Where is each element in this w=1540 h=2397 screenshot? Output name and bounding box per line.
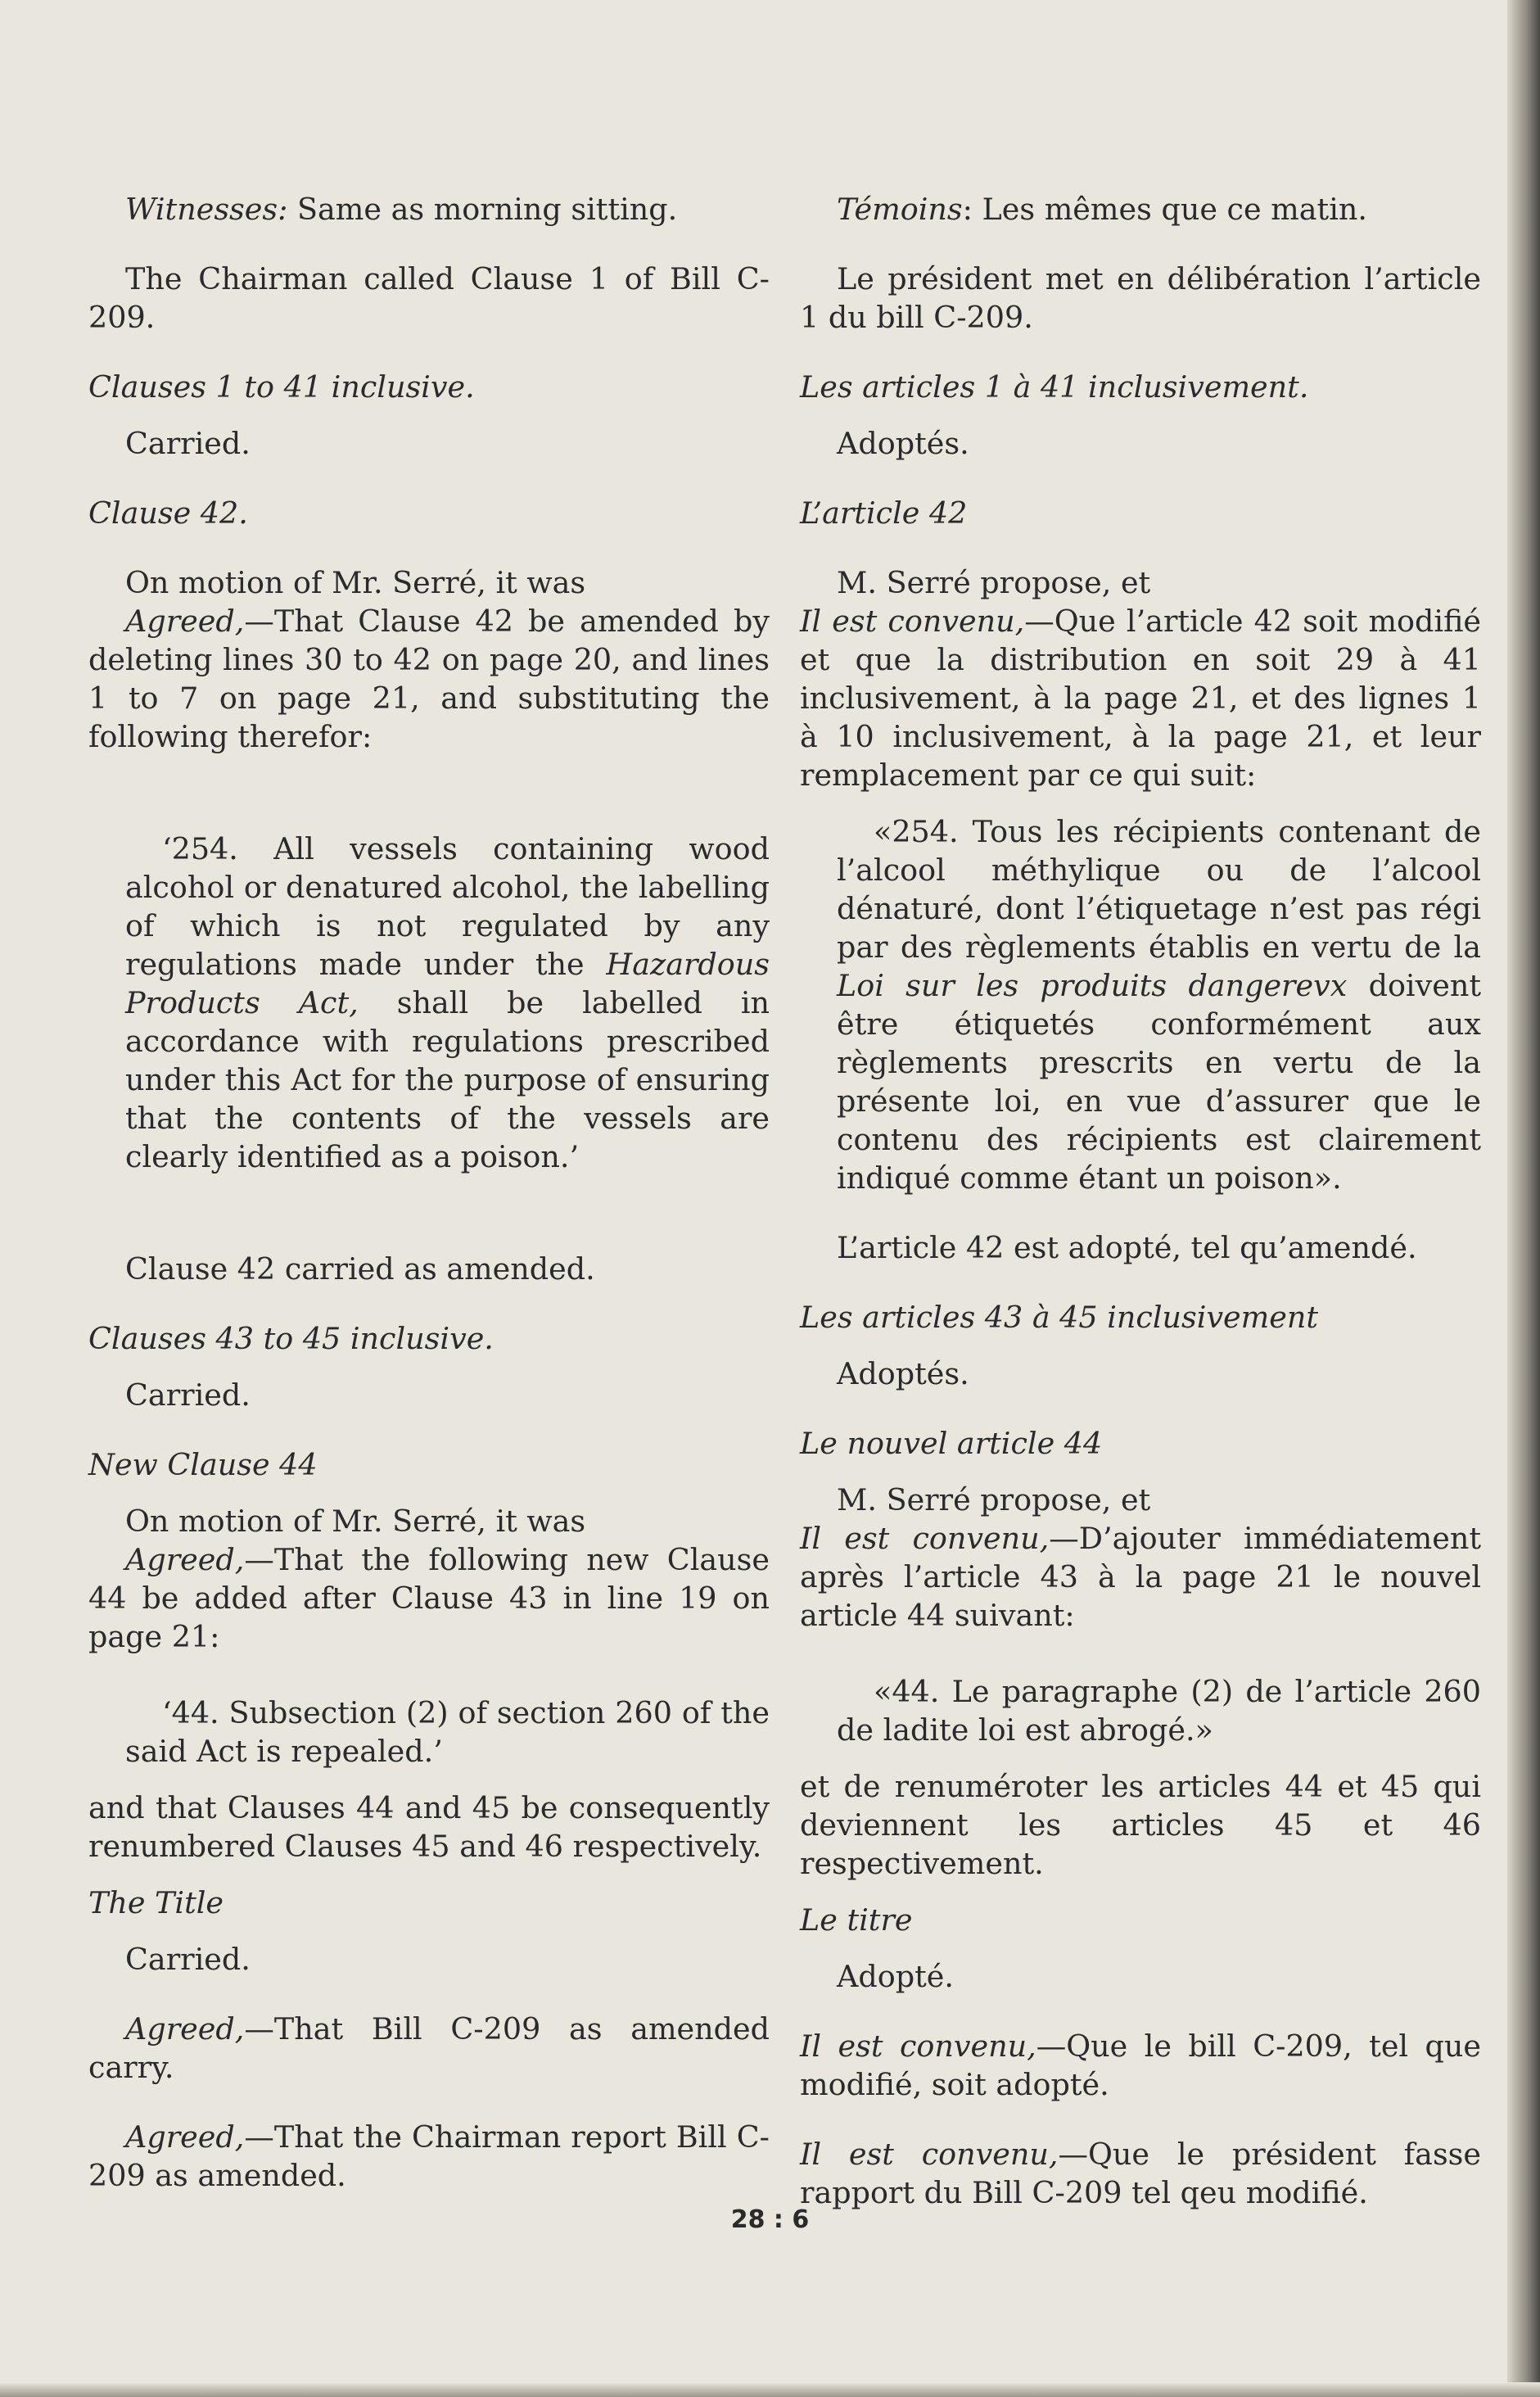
citation-44: «44. Le paragraphe (2) de l’article 260 de ladite loi est abrogé.» <box>837 1674 1481 1748</box>
propose-1: M. Serré propose, et <box>837 565 1151 600</box>
agreed-text-2: —That the following new Clause 44 be added after Clause 43 in line 19 on page 21: <box>88 1542 770 1654</box>
clause-42-carried: Clause 42 carried as amended. <box>125 1251 595 1287</box>
propose-2: M. Serré propose, et <box>837 1482 1151 1517</box>
agreed-text-4: —That the Chairman report Bill C-209 as amended. <box>88 2119 770 2193</box>
citation-254-loi-name: Loi sur les produits dangerevx <box>837 968 1348 1003</box>
agreed-label-2: Agreed, <box>125 1542 245 1577</box>
convenu-4 <box>800 2135 1481 2212</box>
agreed-label-4: Agreed, <box>125 2119 245 2155</box>
carried-1: Carried. <box>125 426 251 461</box>
agreed-text-3: —That Bill C-209 as amended carry. <box>88 2011 770 2085</box>
french-column <box>800 190 1481 2212</box>
carried-2: Carried. <box>125 1377 251 1413</box>
chairman-called: The Chairman called Clause 1 of Bill C-209. <box>88 261 770 335</box>
citation-254-part-b: doivent être étiquetés conformément aux règlements prescrits en vertu de la présente loi, en vue d’assurer que le contenu des récipients est clairement indiqué comme étant un poison». <box>837 968 1482 1196</box>
convenu-label-3: Il est convenu, <box>800 2028 1036 2064</box>
convenu-label-4: Il est convenu, <box>800 2137 1059 2172</box>
page-bottom-shadow <box>0 2382 1540 2397</box>
quote-254 <box>88 830 770 1176</box>
renumeroter-text: et de renuméroter les articles 44 et 45 qui deviennent les articles 45 et 46 respectivement. <box>800 1769 1481 1881</box>
quote-254-part-b: shall be labelled in accordance with regulations prescribed under this Act for the purpose of ensuring that the contents of the vessels are clearly identified as a poison.’ <box>125 985 770 1174</box>
page-edge-shadow <box>1507 0 1540 2397</box>
heading-clause-42: Clause 42. <box>88 495 248 531</box>
agreed-text-1: —That Clause 42 be amended by deleting lines 30 to 42 on page 20, and lines 1 to 7 on page 21, and substituting the following therefor: <box>88 604 770 754</box>
motion-2: On motion of Mr. Serré, it was <box>125 1504 586 1539</box>
motion-1: On motion of Mr. Serré, it was <box>125 565 586 600</box>
convenu-label-2: Il est convenu, <box>800 1521 1050 1556</box>
convenu-text-4: —Que le président fasse rapport du Bill C-209 tel qeu modifié. <box>800 2137 1482 2210</box>
heading-articles-43-45: Les articles 43 à 45 inclusivement <box>800 1300 1319 1335</box>
adopte-3: Adopté. <box>837 1959 954 1994</box>
agreed-4 <box>88 2118 770 2195</box>
citation-254 <box>800 812 1481 1197</box>
convenu-text-1: —Que l’article 42 soit modifié et que la distribution en soit 29 à 41 inclusivement, à la page 21, et des lignes 1 à 10 inclusivement, à la page 21, et leur remplacement par ce qui suit: <box>800 604 1482 793</box>
temoins-label: Témoins <box>837 192 963 227</box>
temoins-line <box>800 190 1481 228</box>
witnesses-line <box>88 190 770 228</box>
adoptes-1: Adoptés. <box>837 426 969 461</box>
agreed-3 <box>88 2010 770 2087</box>
heading-le-titre: Le titre <box>800 1902 913 1938</box>
heading-article-42: L’article 42 <box>800 495 968 531</box>
agreed-label-3: Agreed, <box>125 2011 245 2046</box>
english-column <box>88 190 770 2195</box>
convenu-1 <box>800 602 1481 794</box>
page-number: 28 : 6 <box>730 2205 810 2234</box>
renumber-text: and that Clauses 44 and 45 be consequently renumbered Clauses 45 and 46 respectively. <box>88 1790 770 1864</box>
witnesses-text: Same as morning sitting. <box>287 192 678 227</box>
article-42-adopte: L’article 42 est adopté, tel qu’amendé. <box>837 1230 1417 1265</box>
convenu-text-2: —D’ajouter immédiatement après l’article 43 à la page 21 le nouvel article 44 suivant: <box>800 1521 1481 1633</box>
president-met: Le président met en délibération l’article 1 du bill C-209. <box>800 261 1481 335</box>
adoptes-2: Adoptés. <box>837 1356 969 1391</box>
convenu-3 <box>800 2027 1481 2104</box>
witnesses-label: Witnesses: <box>125 192 288 227</box>
agreed-1 <box>88 602 770 756</box>
quote-254-act-name: Hazardous Products Act, <box>125 947 770 1020</box>
convenu-text-3: —Que le bill C-209, tel que modifié, soit adopté. <box>800 2028 1481 2102</box>
carried-3: Carried. <box>125 1942 251 1977</box>
heading-clauses-43-45: Clauses 43 to 45 inclusive. <box>88 1321 494 1356</box>
convenu-label-1: Il est convenu, <box>800 604 1025 639</box>
convenu-2 <box>800 1519 1481 1635</box>
heading-clauses-1-41: Clauses 1 to 41 inclusive. <box>88 369 475 405</box>
quote-254-part-a: ‘254. All vessels containing wood alcohol or denatured alcohol, the labelling of which is not regulated by any regulations made under the <box>125 831 770 982</box>
agreed-2 <box>88 1540 770 1656</box>
heading-articles-1-41: Les articles 1 à 41 inclusivement. <box>800 369 1309 405</box>
quote-44: ‘44. Subsection (2) of section 260 of the said Act is repealed.’ <box>125 1695 770 1769</box>
temoins-text: : Les mêmes que ce matin. <box>962 192 1367 227</box>
heading-new-clause-44: New Clause 44 <box>88 1447 318 1482</box>
agreed-label-1: Agreed, <box>125 604 245 639</box>
heading-the-title: The Title <box>88 1885 224 1920</box>
heading-nouvel-article-44: Le nouvel article 44 <box>800 1426 1103 1461</box>
citation-254-part-a: «254. Tous les récipients contenant de l’alcool méthylique ou de l’alcool dénaturé, dont l’étiquetage n’est pas régi par des règlements établis en vertu de la <box>837 814 1481 965</box>
